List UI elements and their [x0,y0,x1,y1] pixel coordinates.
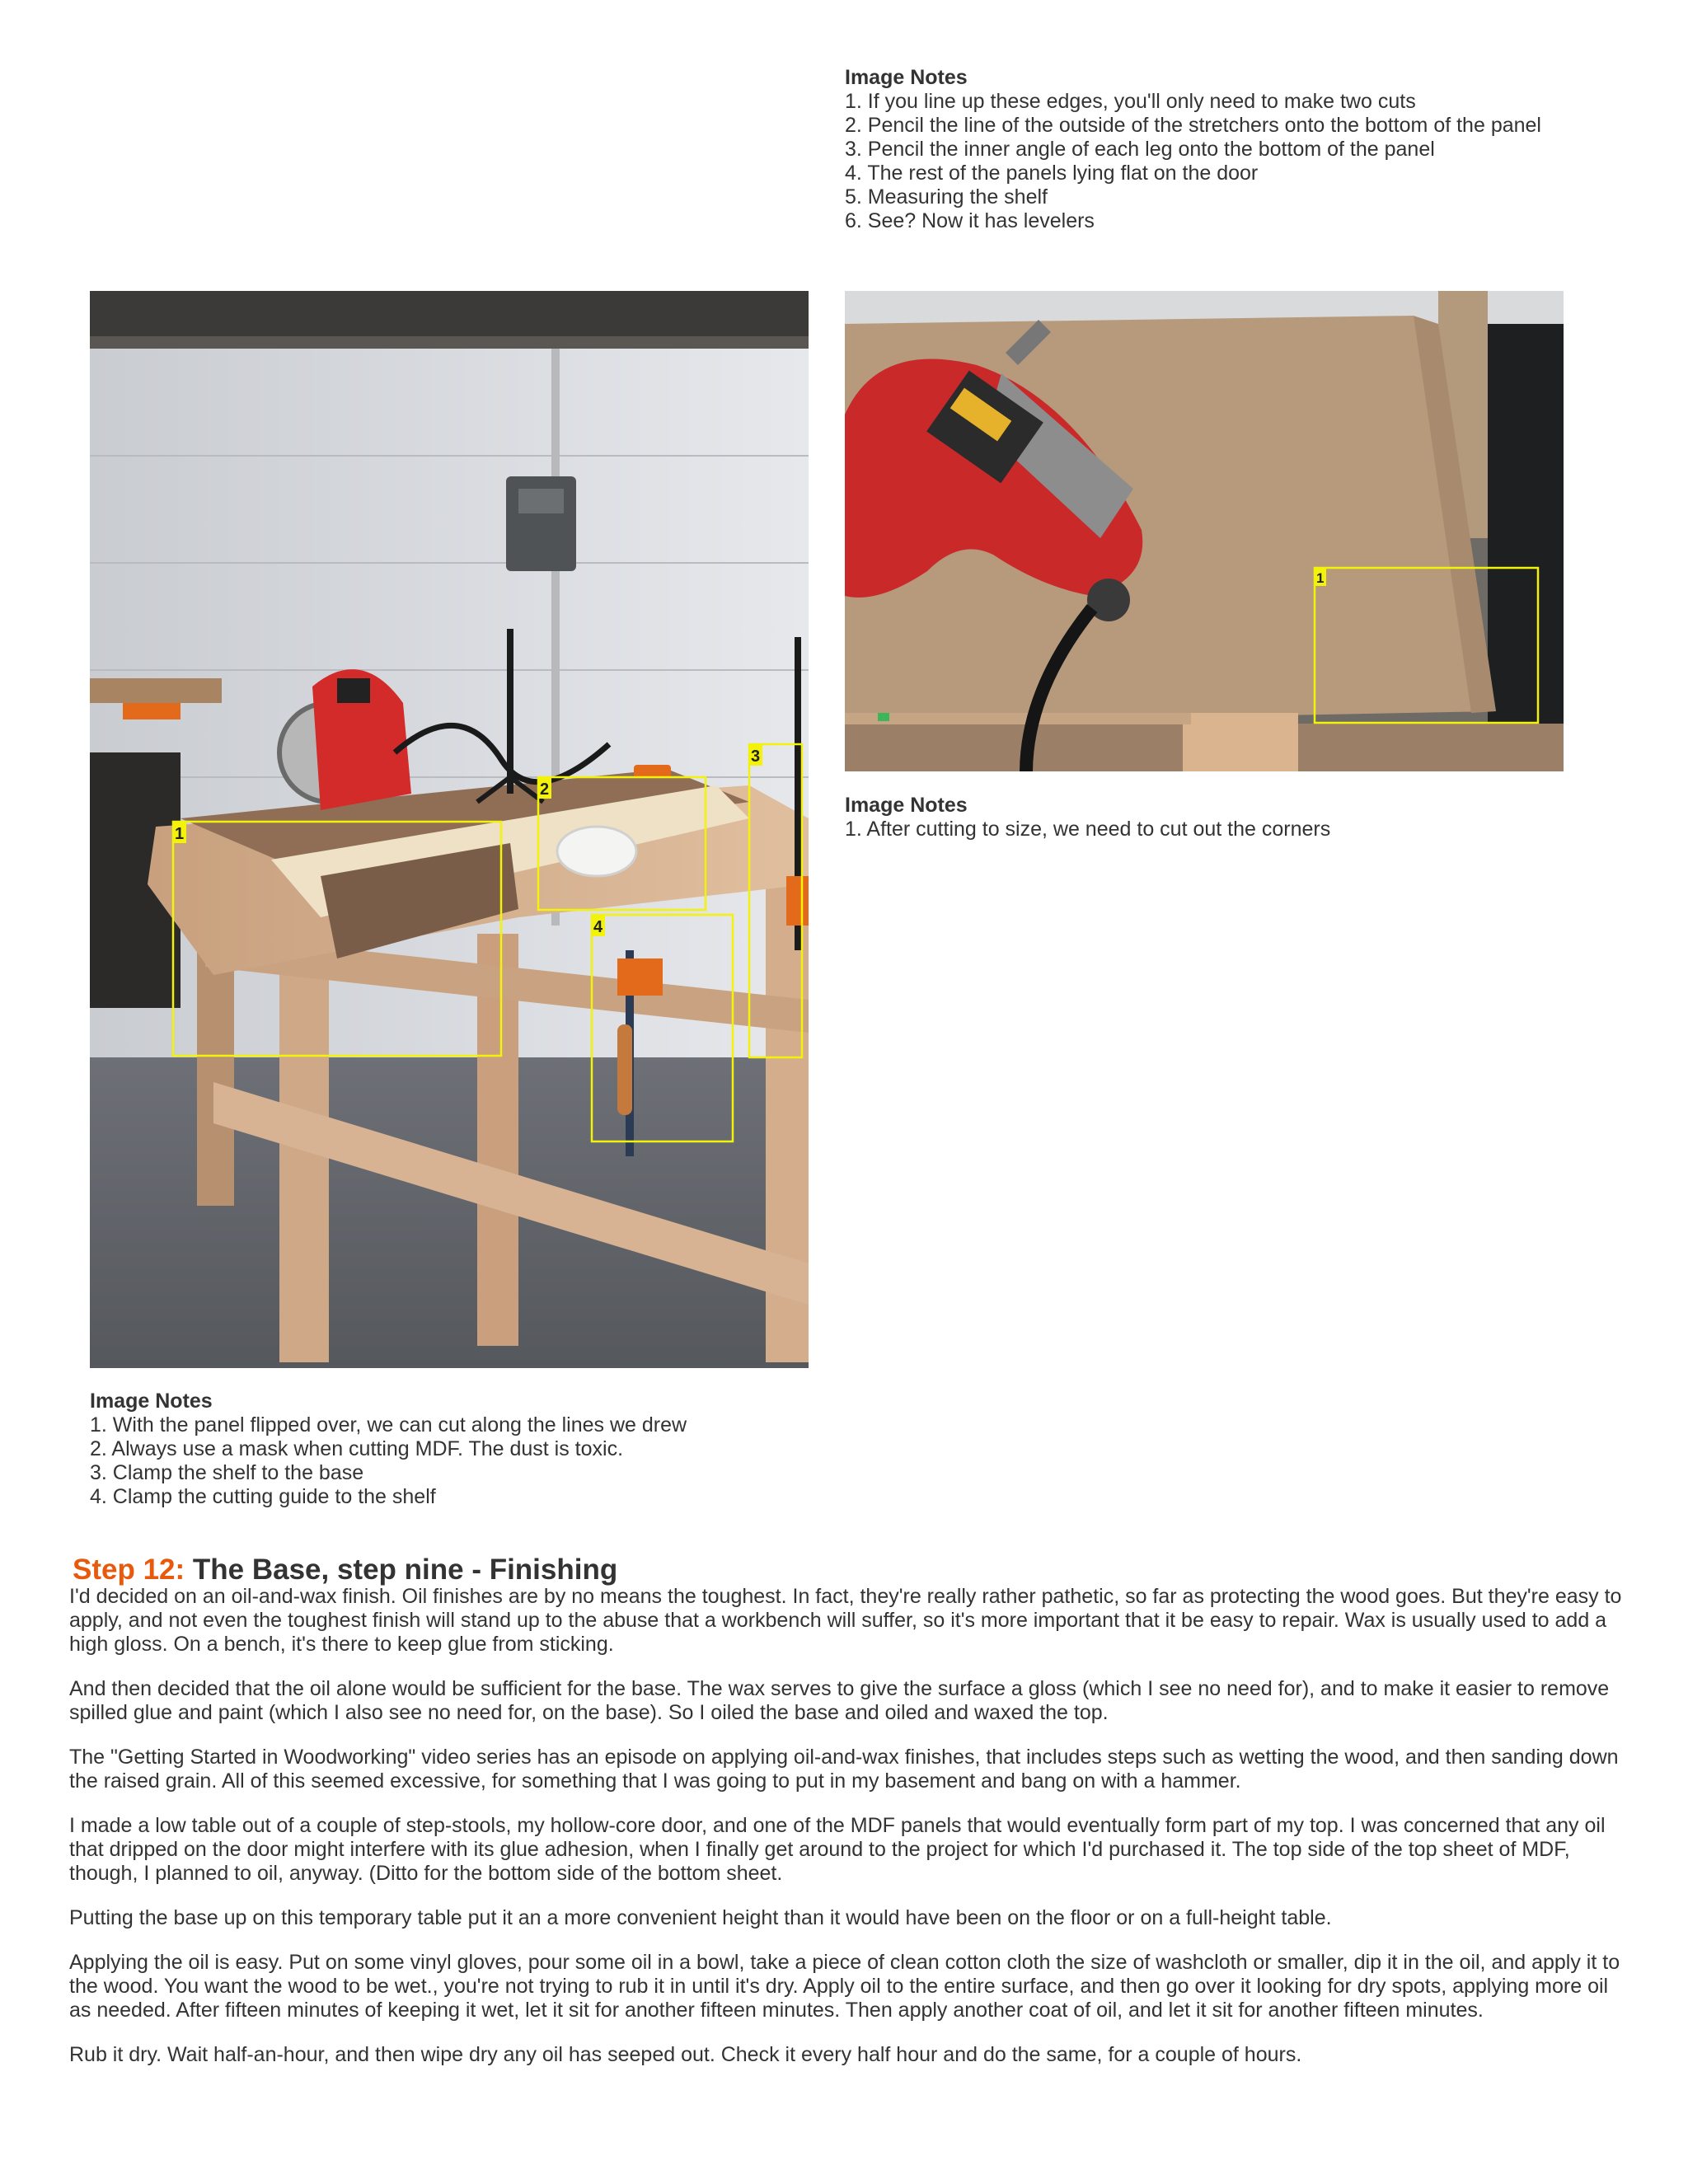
step-paragraph: Putting the base up on this temporary table put it an a more convenient height than it would have been on the floor or on a full-height table. [69,1906,1332,1929]
jigsaw-photo [845,291,1564,771]
step-paragraph: I'd decided on an oil-and-wax finish. Oil finishes are by no means the toughest. In fact, they're really rather pathetic, so far as protecting the wood goes. But they're easy to apply, and not even the toughest finish will stand up to the abuse that a workbench will suffer, so it's more important that it be easy to repair. Wax is usually used to add a high gloss. On a bench, it's there to keep glue from sticking. [69,1585,1622,1656]
image-notes-workbench [90,1390,687,1509]
image-note-item: 1. With the panel flipped over, we can cut along the lines we drew [90,1413,687,1436]
image-notes-top [845,66,1541,233]
image-note-item: 1. If you line up these edges, you'll only need to make two cuts [845,90,1416,113]
image-note-item: 2. Pencil the line of the outside of the stretchers onto the bottom of the panel [845,114,1541,137]
image-notes-title: Image Notes [845,66,968,89]
step-heading [73,1554,617,1586]
step-title: The Base, step nine - Finishing [192,1554,618,1586]
step-body [69,1585,1635,2088]
annotation-label-3: 3 [751,748,761,766]
annotation-label-2: 2 [540,780,550,799]
annotation-label-1: 1 [175,825,185,843]
step-paragraph: Applying the oil is easy. Put on some vinyl gloves, pour some oil in a bowl, take a piece of clean cotton cloth the size of washcloth or smaller, dip it in the oil, and apply it to the wood. You want the wood to be wet., you're not trying to rub it in until it's dry. Apply oil to the entire surface, and then go over it looking for dry spots, applying more oil as needed. After fifteen minutes of keeping it wet, let it sit for another fifteen minutes. Then apply another coat of oil, and let it sit for another fifteen minutes. [69,1951,1620,2022]
image-notes-jigsaw [845,794,1330,841]
image-notes-title: Image Notes [845,794,968,817]
image-note-item: 3. Clamp the shelf to the base [90,1461,364,1484]
annotation-label-1: 1 [1316,570,1325,586]
workbench-photo [90,291,809,1368]
annotation-label-4: 4 [593,918,603,936]
step-paragraph: Rub it dry. Wait half-an-hour, and then wipe dry any oil has seeped out. Check it every half hour and do the same, for a couple of hours. [69,2043,1302,2066]
step-paragraph: The "Getting Started in Woodworking" video series has an episode on applying oil-and-wax finishes, that includes steps such as wetting the wood, and then sanding down the raised grain. All of this seemed excessive, for something that I was going to put in my basement and bang on with a hammer. [69,1746,1619,1793]
image-note-item: 3. Pencil the inner angle of each leg onto the bottom of the panel [845,138,1435,161]
image-note-item: 5. Measuring the shelf [845,185,1048,209]
image-note-item: 2. Always use a mask when cutting MDF. The dust is toxic. [90,1437,624,1460]
image-note-item: 6. See? Now it has levelers [845,209,1095,232]
image-note-item: 4. Clamp the cutting guide to the shelf [90,1485,436,1508]
image-notes-title: Image Notes [90,1390,213,1413]
step-paragraph: I made a low table out of a couple of step-stools, my hollow-core door, and one of the MDF panels that would eventually form part of my top. I was concerned that any oil that dripped on the door might interfere with its glue adhesion, when I finally get around to the project for which I'd purchased it. The top side of the top sheet of MDF, though, I planned to oil, anyway. (Ditto for the bottom side of the bottom sheet. [69,1814,1606,1885]
step-number: Step 12: [73,1554,185,1586]
image-note-item: 4. The rest of the panels lying flat on the door [845,162,1259,185]
image-note-item: 1. After cutting to size, we need to cut out the corners [845,818,1331,841]
step-paragraph: And then decided that the oil alone would be sufficient for the base. The wax serves to give the surface a gloss (which I see no need for), and to make it easier to remove spilled glue and paint (which I also see no need for, on the base). So I oiled the base and oiled and waxed the top. [69,1677,1610,1724]
